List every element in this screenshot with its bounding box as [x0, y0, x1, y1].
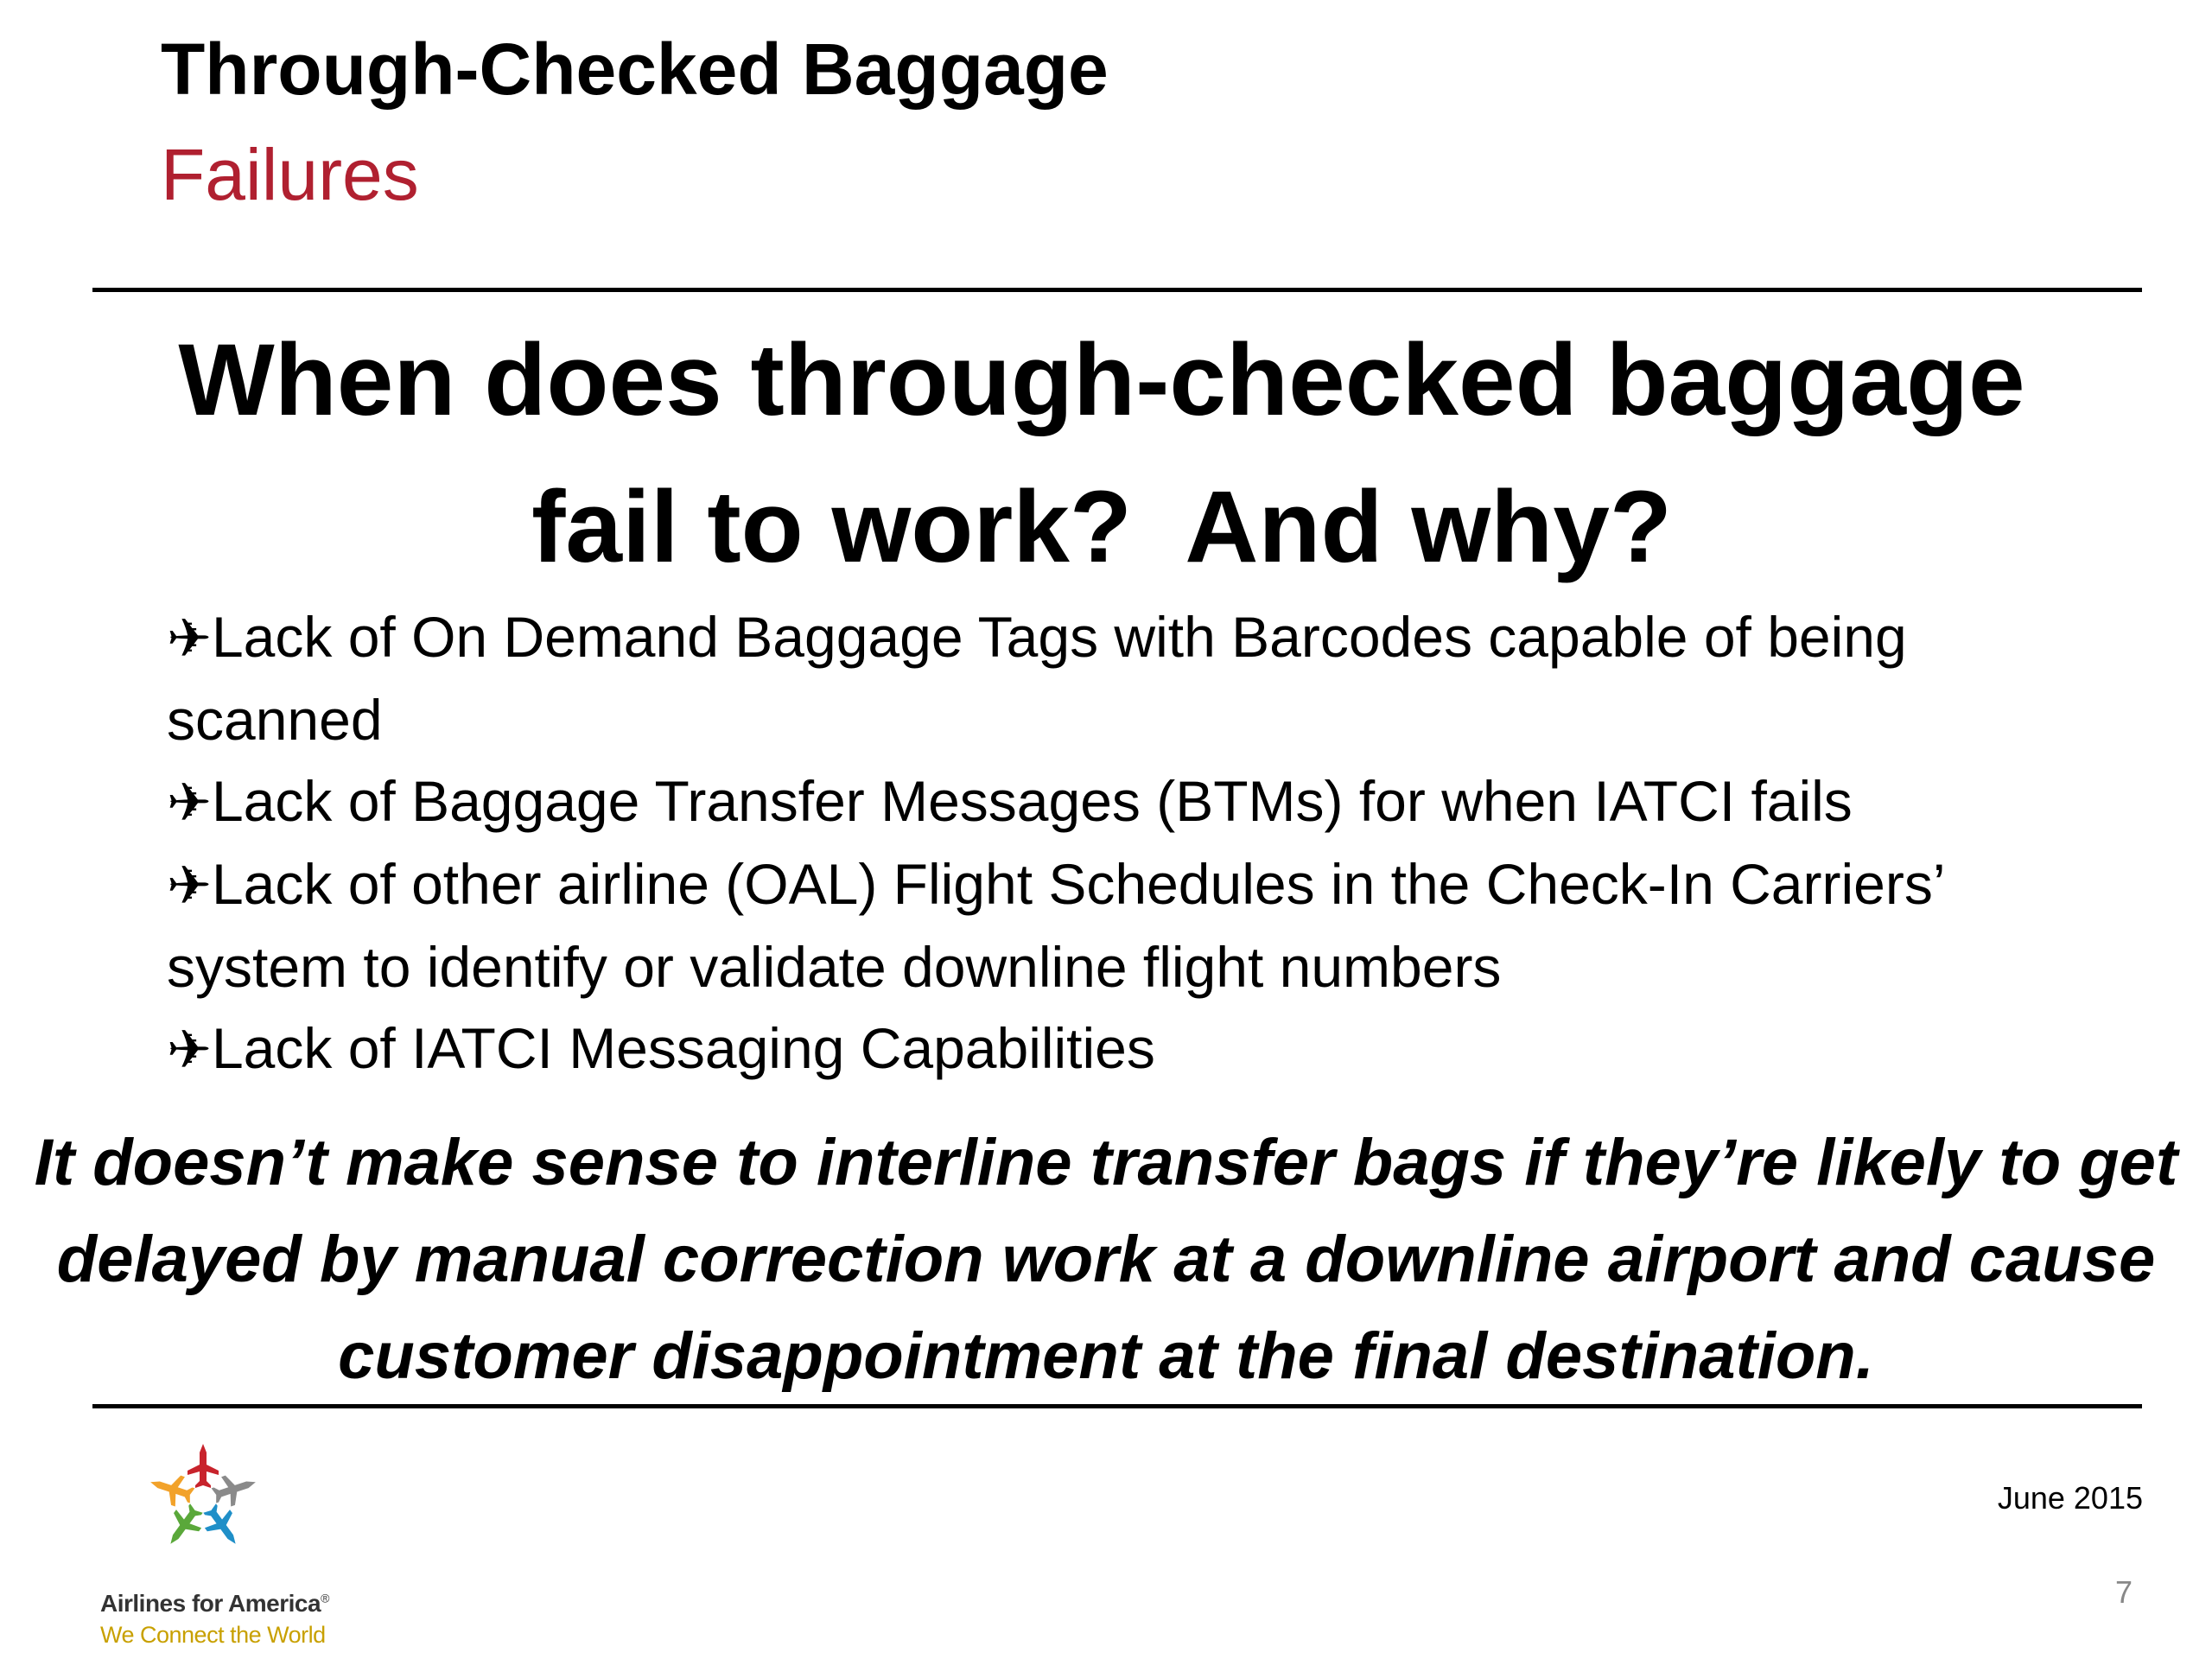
- airlines-for-america-logo: [95, 1439, 354, 1646]
- list-item: [167, 1007, 2111, 1090]
- airplane-icon: ✈: [167, 771, 212, 834]
- main-question: [86, 307, 2117, 601]
- main-question-line-2: fail to work? And why?: [531, 470, 1672, 584]
- list-item: [167, 760, 2111, 843]
- airplane-icon: ✈: [167, 1018, 212, 1081]
- bullet-text: Lack of Baggage Transfer Messages (BTMs) for when IATCI fails: [211, 769, 1853, 833]
- slide-title: Through-Checked Baggage: [161, 29, 1109, 110]
- conclusion-statement: It doesn’t make sense to interline transfer bags if they’re likely to get delayed by manual correction work at a downline airport and cause customer disappointment at the final destination.: [34, 1126, 2178, 1393]
- logo-name: Airlines for America®: [100, 1590, 329, 1617]
- airplane-icon: ✈: [167, 854, 212, 917]
- logo-tagline: We Connect the World: [100, 1622, 326, 1648]
- main-question-line-1: When does through-checked baggage: [178, 323, 2025, 437]
- airplane-icon: ✈: [167, 607, 212, 670]
- page-number: 7: [2114, 1574, 2133, 1610]
- slide-date: June 2015: [1997, 1480, 2143, 1516]
- slide-subtitle: Failures: [161, 134, 419, 215]
- bullet-list: [167, 596, 2111, 1090]
- bullet-text: Lack of On Demand Baggage Tags with Barcodes capable of being scanned: [167, 605, 1907, 752]
- bullet-text: Lack of other airline (OAL) Flight Schedules in the Check-In Carriers’ system to identify or validate downline flight numbers: [167, 852, 1944, 999]
- top-divider: [92, 288, 2142, 292]
- bottom-divider: [92, 1404, 2142, 1408]
- planes-star-icon: [143, 1439, 264, 1560]
- list-item: [167, 596, 2111, 760]
- bullet-text: Lack of IATCI Messaging Capabilities: [211, 1016, 1155, 1080]
- list-item: [167, 843, 2111, 1007]
